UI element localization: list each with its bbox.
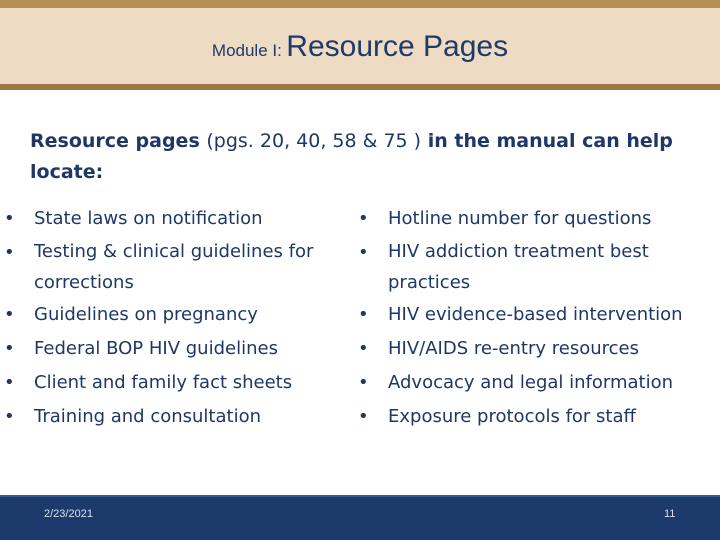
right-bullet-list bbox=[358, 202, 720, 434]
module-label: Module I bbox=[211, 41, 278, 60]
header-divider bbox=[0, 84, 720, 90]
footer-date: 2/23/2021 bbox=[44, 508, 93, 520]
bullet-icon: • bbox=[358, 208, 369, 229]
list-item-text: Federal BOP HIV guidelines bbox=[34, 338, 278, 359]
bullet-icon: • bbox=[4, 372, 15, 393]
list-item bbox=[358, 400, 720, 434]
list-item-text: Testing & clinical guidelines for corrections bbox=[34, 241, 314, 293]
list-item-text: State laws on notification bbox=[34, 208, 263, 229]
list-item bbox=[358, 236, 720, 298]
list-item-text: Exposure protocols for staff bbox=[388, 406, 636, 427]
list-item-text: Training and consultation bbox=[34, 406, 262, 427]
list-item bbox=[358, 298, 720, 332]
intro-pages: (pgs. 20, 40, 58 & 75 ) bbox=[206, 130, 422, 152]
list-item bbox=[358, 332, 720, 366]
list-item bbox=[4, 400, 348, 434]
title-colon: : bbox=[277, 41, 282, 60]
bullet-icon: • bbox=[4, 406, 15, 427]
list-item-text: Guidelines on pregnancy bbox=[34, 304, 258, 325]
bullet-icon: • bbox=[4, 208, 15, 229]
list-item bbox=[4, 332, 348, 366]
intro-after: in the manual can help locate: bbox=[30, 130, 673, 183]
page-number: 11 bbox=[664, 508, 676, 520]
list-item bbox=[358, 202, 720, 236]
list-item-text: Client and family fact sheets bbox=[34, 372, 293, 393]
list-item bbox=[4, 236, 348, 298]
list-item bbox=[4, 298, 348, 332]
list-item-text: HIV evidence-based intervention bbox=[388, 304, 683, 325]
slide-title bbox=[0, 30, 720, 64]
bullet-icon: • bbox=[4, 304, 15, 325]
footer-divider bbox=[0, 495, 720, 497]
list-item-text: HIV/AIDS re-entry resources bbox=[388, 338, 639, 359]
bullet-icon: • bbox=[358, 242, 369, 263]
bullet-icon: • bbox=[358, 338, 369, 359]
list-item-text: Hotline number for questions bbox=[388, 208, 652, 229]
intro-before: Resource pages bbox=[30, 130, 207, 152]
bullet-icon: • bbox=[4, 338, 15, 359]
left-bullet-list bbox=[4, 202, 348, 434]
list-item-text: HIV addiction treatment best practices bbox=[388, 241, 649, 293]
title-text: Resource Pages bbox=[286, 30, 509, 63]
bullet-icon: • bbox=[358, 406, 369, 427]
list-item bbox=[358, 366, 720, 400]
footer-bar bbox=[0, 495, 720, 540]
title-banner bbox=[0, 8, 720, 84]
list-item-text: Advocacy and legal information bbox=[388, 372, 674, 393]
bullet-icon: • bbox=[358, 372, 369, 393]
header-top-strip bbox=[0, 0, 720, 8]
list-item bbox=[4, 202, 348, 236]
list-item bbox=[4, 366, 348, 400]
bullet-icon: • bbox=[4, 242, 15, 263]
bullet-icon: • bbox=[358, 304, 369, 325]
intro-text bbox=[30, 126, 690, 188]
